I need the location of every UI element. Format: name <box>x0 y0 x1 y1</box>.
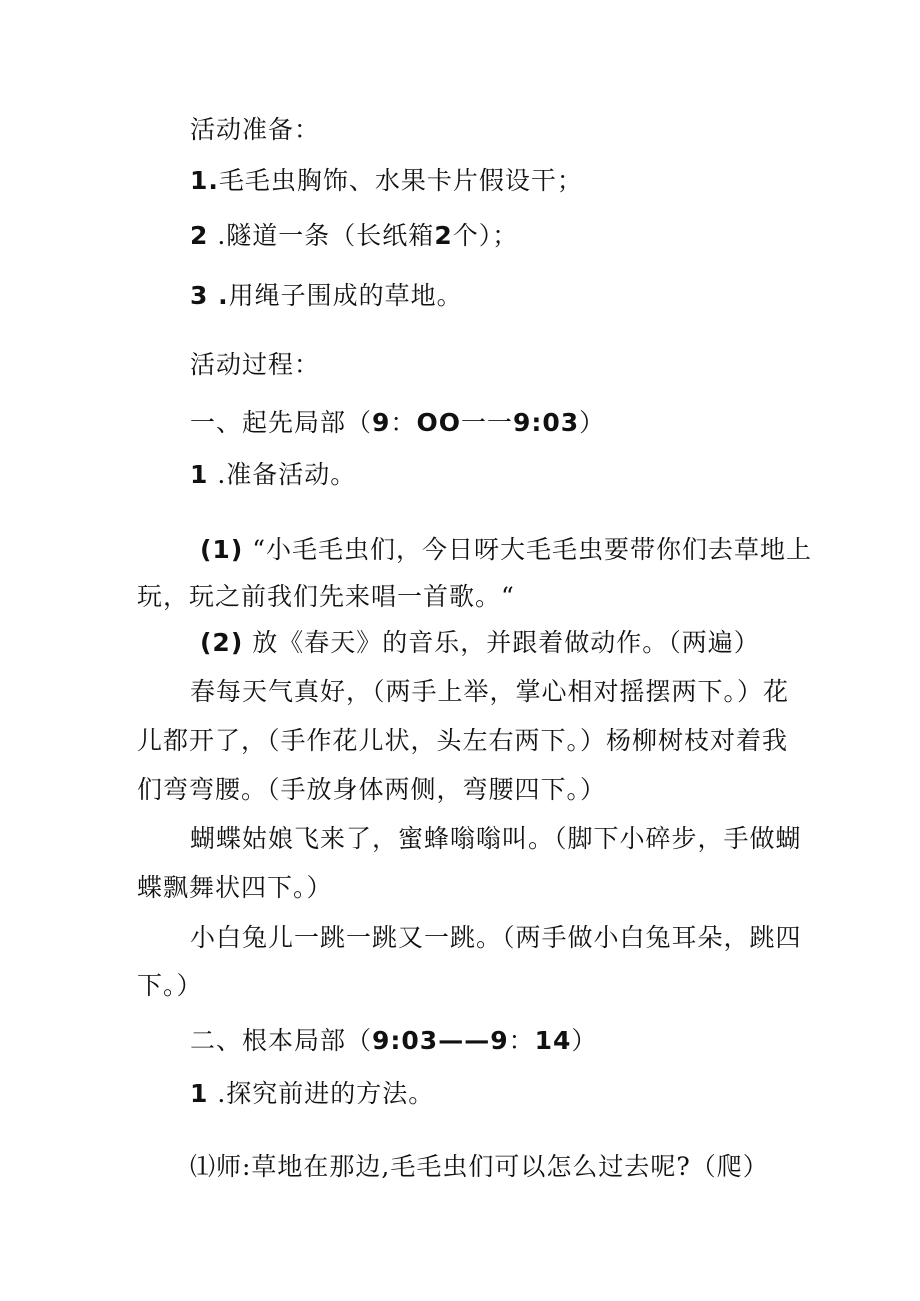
section-2-close: ） <box>571 1026 598 1055</box>
section-1-time-c: 9:03 <box>512 408 580 437</box>
prep-item-2-bold: 2 <box>434 221 453 250</box>
prep-item-2-number: 2 <box>190 221 209 250</box>
section-1-para-1-line-1 <box>200 534 812 566</box>
section-2-item-1-number: 1 <box>190 1079 209 1108</box>
song-para-2-line-1-text: 蝴蝶姑娘飞来了，蜜蜂嗡嗡叫。（脚下小碎步，手做蝴 <box>190 824 802 853</box>
section-1-item-1 <box>190 459 356 491</box>
section-2-heading <box>190 1025 597 1057</box>
prep-item-3 <box>190 280 463 312</box>
section-1-heading <box>190 407 605 439</box>
section-1-item-1-number: 1 <box>190 460 209 489</box>
prep-item-1-text: 毛毛虫胸饰、水果卡片假设干； <box>218 166 583 195</box>
section-1-dash: 一一 <box>460 408 513 437</box>
prep-item-1 <box>190 165 583 197</box>
prep-item-3-dot: . <box>208 281 229 310</box>
section-2-text: 二、根本局部（ <box>190 1026 373 1055</box>
song-para-3-line-2 <box>137 970 203 1002</box>
song-para-1-line-3 <box>137 774 606 806</box>
section-2-item-1 <box>190 1078 434 1110</box>
section-2-question-1-text: ⑴师:草地在那边,毛毛虫们可以怎么过去呢?（爬） <box>190 1152 769 1181</box>
section-1-item-1-text: .准备活动。 <box>208 460 357 489</box>
song-para-2-line-2 <box>137 872 333 904</box>
section-1-time-b: OO <box>416 408 461 437</box>
section-1-para-2-number: (2) <box>200 628 244 657</box>
song-para-3-line-1 <box>190 922 802 954</box>
process-heading-text: 活动过程： <box>190 350 321 379</box>
section-1-para-1-text: “小毛毛虫们，今日呀大毛毛虫要带你们去草地上 <box>243 535 812 564</box>
prep-item-2-text-a: .隧道一条（长纸箱 <box>208 221 435 250</box>
song-para-1-line-2-text: 儿都开了，（手作花儿状，头左右两下。）杨柳树枝对着我 <box>137 726 789 755</box>
section-1-para-2-text: 放《春天》的音乐，并跟着做动作。（两遍） <box>243 628 760 657</box>
process-heading <box>190 349 320 381</box>
section-1-para-2 <box>200 627 760 659</box>
prep-heading <box>190 114 320 146</box>
song-para-3-line-2-text: 下。） <box>137 971 203 1000</box>
song-para-2-line-2-text: 蝶飘舞状四下。） <box>137 873 333 902</box>
song-para-3-line-1-text: 小白兔儿一跳一跳又一跳。（两手做小白兔耳朵，跳四 <box>190 923 802 952</box>
section-2-question-1 <box>190 1151 769 1183</box>
song-para-1-line-1 <box>190 676 789 708</box>
section-1-para-1-number: (1) <box>200 535 244 564</box>
song-para-1-line-2 <box>137 725 788 757</box>
section-1-para-1-line-2-text: 玩，玩之前我们先来唱一首歌。“ <box>137 582 515 611</box>
section-1-para-1-line-2 <box>137 581 515 613</box>
prep-item-2 <box>190 220 518 252</box>
prep-item-1-number: 1. <box>190 166 219 195</box>
section-1-time-sep: ： <box>390 408 417 437</box>
prep-item-2-text-b: 个）； <box>452 221 519 250</box>
prep-heading-text: 活动准备： <box>190 115 321 144</box>
prep-item-3-number: 3 <box>190 281 209 310</box>
song-para-2-line-1 <box>190 823 802 855</box>
section-2-item-1-text: .探究前进的方法。 <box>208 1079 435 1108</box>
section-1-close: ） <box>579 408 606 437</box>
section-2-time-sep: ： <box>508 1026 535 1055</box>
song-para-1-line-1-text: 春每天气真好，（两手上举，掌心相对摇摆两下。）花 <box>190 677 790 706</box>
song-para-1-line-3-text: 们弯弯腰。（手放身体两侧，弯腰四下。） <box>137 775 607 804</box>
section-1-time-a: 9 <box>372 408 391 437</box>
prep-item-3-text: 用绳子围成的草地。 <box>228 281 463 310</box>
section-2-time-a: 9:03——9 <box>372 1026 509 1055</box>
section-2-time-b: 14 <box>534 1026 572 1055</box>
section-1-text: 一、起先局部（ <box>190 408 373 437</box>
